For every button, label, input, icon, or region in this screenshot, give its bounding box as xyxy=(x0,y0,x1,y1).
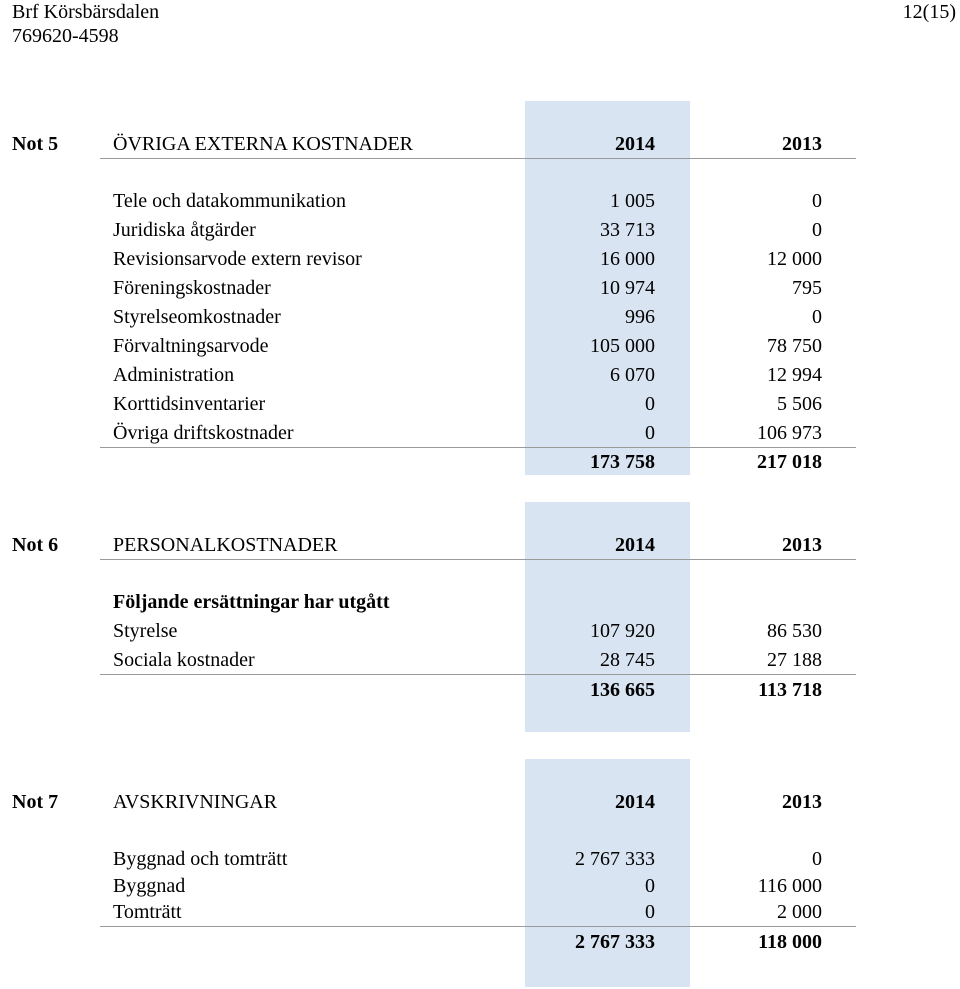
org-number: 769620-4598 xyxy=(12,25,119,47)
row-label: Revisionsarvode extern revisor xyxy=(113,248,362,270)
row-label: Byggnad xyxy=(113,875,186,897)
row-value-current: 996 xyxy=(625,306,655,328)
row-value-current: 105 000 xyxy=(590,335,655,357)
note-number: Not 6 xyxy=(12,534,59,556)
row-value-current: 33 713 xyxy=(600,219,655,241)
row-value-current: 0 xyxy=(645,875,655,897)
row-value-previous: 795 xyxy=(792,277,822,299)
note-number: Not 5 xyxy=(12,133,59,155)
row-value-current: 16 000 xyxy=(600,248,655,270)
row-value-previous: 2 000 xyxy=(777,901,822,923)
total-current: 173 758 xyxy=(590,451,655,473)
row-value-current: 0 xyxy=(645,422,655,444)
total-current: 136 665 xyxy=(590,679,655,701)
column-header-previous: 2013 xyxy=(782,534,822,556)
row-value-current: 6 070 xyxy=(610,364,655,386)
row-value-previous: 78 750 xyxy=(767,335,822,357)
row-label: Föreningskostnader xyxy=(113,277,271,299)
row-value-previous: 86 530 xyxy=(767,620,822,642)
row-value-current: 2 767 333 xyxy=(575,848,655,870)
row-value-previous: 0 xyxy=(812,306,822,328)
header-rule xyxy=(100,559,856,560)
row-label: Korttidsinventarier xyxy=(113,393,266,415)
row-label: Styrelseomkostnader xyxy=(113,306,281,328)
header-rule xyxy=(100,158,856,159)
note-title: ÖVRIGA EXTERNA KOSTNADER xyxy=(113,133,413,155)
row-label: Byggnad och tomträtt xyxy=(113,848,288,870)
row-value-previous: 0 xyxy=(812,219,822,241)
org-name: Brf Körsbärsdalen xyxy=(12,1,160,23)
row-label: Administration xyxy=(113,364,235,386)
row-value-current: 0 xyxy=(645,901,655,923)
total-rule xyxy=(100,447,856,448)
row-value-current: 0 xyxy=(645,393,655,415)
row-label: Juridiska åtgärder xyxy=(113,219,256,241)
column-header-current: 2014 xyxy=(615,791,655,813)
row-value-previous: 106 973 xyxy=(757,422,822,444)
row-label: Tele och datakommunikation xyxy=(113,190,346,212)
note-title: AVSKRIVNINGAR xyxy=(113,791,278,813)
total-rule xyxy=(100,926,856,927)
row-value-previous: 5 506 xyxy=(777,393,822,415)
page-indicator: 12(15) xyxy=(902,1,956,23)
column-header-current: 2014 xyxy=(615,133,655,155)
row-label: Övriga driftskostnader xyxy=(113,422,294,444)
row-label: Styrelse xyxy=(113,620,178,642)
row-value-previous: 0 xyxy=(812,190,822,212)
total-rule xyxy=(100,674,856,675)
row-value-previous: 0 xyxy=(812,848,822,870)
row-label: Tomträtt xyxy=(113,901,182,923)
total-previous: 118 000 xyxy=(758,931,822,953)
row-value-previous: 27 188 xyxy=(767,649,822,671)
column-header-previous: 2013 xyxy=(782,791,822,813)
subheading: Följande ersättningar har utgått xyxy=(113,591,390,613)
column-header-previous: 2013 xyxy=(782,133,822,155)
row-value-current: 107 920 xyxy=(590,620,655,642)
row-value-previous: 116 000 xyxy=(757,875,822,897)
row-label: Förvaltningsarvode xyxy=(113,335,269,357)
note-title: PERSONALKOSTNADER xyxy=(113,534,338,556)
column-header-current: 2014 xyxy=(615,534,655,556)
note-number: Not 7 xyxy=(12,791,59,813)
row-value-previous: 12 000 xyxy=(767,248,822,270)
total-previous: 113 718 xyxy=(758,679,822,701)
total-previous: 217 018 xyxy=(757,451,822,473)
row-value-current: 1 005 xyxy=(610,190,655,212)
row-label: Sociala kostnader xyxy=(113,649,255,671)
row-value-previous: 12 994 xyxy=(767,364,822,386)
row-value-current: 10 974 xyxy=(600,277,655,299)
row-value-current: 28 745 xyxy=(600,649,655,671)
total-current: 2 767 333 xyxy=(575,931,655,953)
